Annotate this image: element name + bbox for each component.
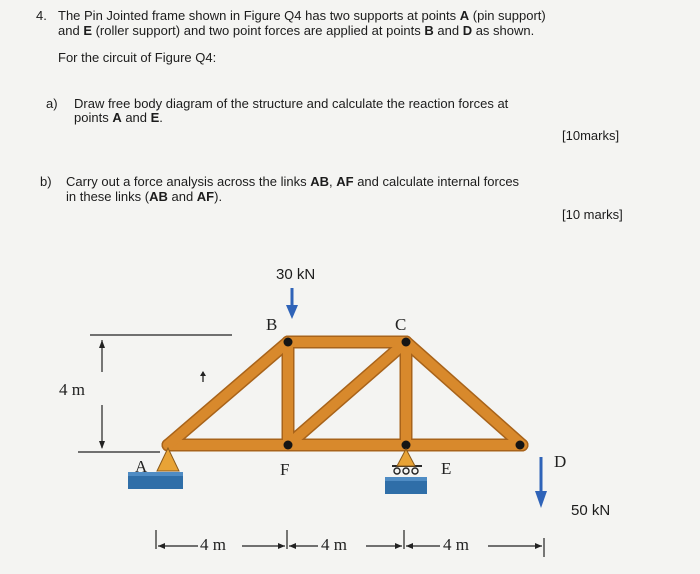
load-label-right: 50 kN [571, 502, 611, 519]
part-b-line1-a: Carry out a force analysis across the links [66, 174, 311, 189]
truss-members [168, 342, 522, 445]
part-a-line2-c: . [159, 110, 163, 125]
span-dim-label-1: 4 m [200, 535, 226, 554]
part-b-line2-c: ). [214, 189, 223, 204]
question-subtitle: For the circuit of Figure Q4: [58, 50, 217, 65]
question-line2-d: as shown. [472, 23, 535, 38]
joint-label-f: F [280, 460, 290, 479]
load-arrow-b [286, 288, 298, 319]
member-cd [406, 342, 522, 445]
question-line2-b: (roller support) and two point forces are applied at points [91, 23, 425, 38]
height-dimension [78, 335, 232, 452]
load-label-top: 30 kN [276, 266, 316, 283]
part-b-link-2: AF [336, 174, 354, 189]
part-b-link-1: AB [310, 174, 329, 189]
question-force-point-2: D [462, 23, 473, 38]
part-a-line2-a: points [74, 110, 113, 125]
span-dim-label-3: 4 m [443, 535, 469, 554]
part-a-label: a) [46, 96, 58, 111]
part-b-line1-c: and calculate internal forces [353, 174, 520, 189]
joint-f [284, 441, 293, 450]
part-b-link-3: AB [149, 189, 168, 204]
question-force-point-1: B [424, 23, 434, 38]
joint-d [516, 441, 525, 450]
height-dim-label: 4 m [59, 380, 85, 399]
question-line2-a: and [58, 23, 84, 38]
part-a-point-1: A [112, 110, 122, 125]
load-arrow-d [535, 457, 547, 508]
joint-label-d: D [554, 452, 567, 471]
question-intro-a: The Pin Jointed frame shown in Figure Q4 has two supports at points [58, 8, 460, 23]
question-line2-c: and [433, 23, 463, 38]
question-number: 4. [36, 8, 47, 23]
part-b-link-4: AF [196, 189, 215, 204]
part-a-point-2: E [150, 110, 160, 125]
joint-label-e: E [441, 459, 452, 478]
part-b-line2-b: and [167, 189, 197, 204]
question-pin-point: A [459, 8, 470, 23]
cursor-mark [200, 371, 206, 382]
member-ab [168, 342, 288, 445]
roller-support-e [385, 449, 427, 494]
joint-label-c: C [395, 315, 407, 334]
question-roller-point: E [83, 23, 92, 38]
part-b-marks: [10 marks] [562, 207, 623, 222]
joint-c [402, 338, 411, 347]
span-dim-label-2: 4 m [321, 535, 347, 554]
part-a-line2-b: and [121, 110, 151, 125]
member-fc [288, 342, 406, 445]
joint-b [284, 338, 293, 347]
part-b-line2-a: in these links ( [66, 189, 150, 204]
part-b-label: b) [40, 174, 52, 189]
part-a-marks: [10marks] [562, 128, 620, 143]
part-b-line1-b: , [329, 174, 337, 189]
question-intro-b: (pin support) [469, 8, 546, 23]
joint-label-b: B [266, 315, 278, 334]
part-a-line-1: Draw free body diagram of the structure and calculate the reaction forces at [74, 96, 509, 111]
joint-label-a: A [135, 457, 148, 476]
